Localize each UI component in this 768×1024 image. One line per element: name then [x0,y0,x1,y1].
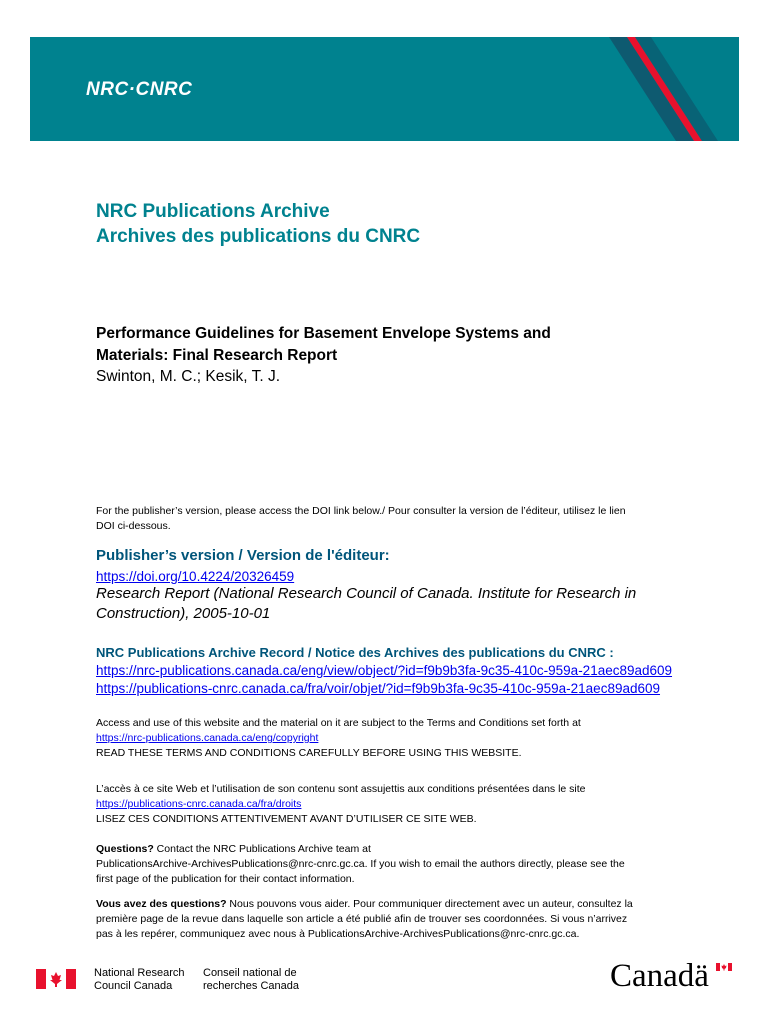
archive-title [96,199,420,249]
record-heading: NRC Publications Archive Record / Notice des Archives des publications du CNRC : [96,645,614,660]
footer-nrc-en [94,967,185,993]
paper-title-line2: Materials: Final Research Report [96,347,338,364]
terms-fr-link[interactable]: https://publications-cnrc.canada.ca/fra/droits [96,798,302,810]
terms-fr-line1: L’accès à ce site Web et l’utilisation de son contenu sont assujettis aux conditions présentées dans le site [96,783,586,795]
terms-en-link[interactable]: https://nrc-publications.canada.ca/eng/copyright [96,732,319,744]
questions-fr-line1: Nous pouvons vous aider. Pour communiquer directement avec un auteur, consultez la [226,898,633,910]
source-citation [96,584,686,624]
paper-title-line1: Performance Guidelines for Basement Envelope Systems and [96,325,551,342]
footer-en-line1: National Research [94,967,185,979]
questions-fr-label: Vous avez des questions? [96,898,227,910]
nrc-cnrc-logo: NRC·CNRC [86,79,193,100]
terms-fr [96,782,686,827]
paper-title [96,323,656,367]
source-line2: Construction), 2005-10-01 [96,605,271,622]
canada-flag-icon [36,969,76,989]
terms-fr-warning: LISEZ CES CONDITIONS ATTENTIVEMENT AVANT D’UTILISER CE SITE WEB. [96,813,477,825]
banner-stripes [539,37,739,141]
questions-en-label: Questions? [96,843,154,855]
questions-en [96,842,676,887]
footer-en-line2: Council Canada [94,980,173,992]
terms-en [96,716,686,761]
questions-en-line1: Contact the NRC Publications Archive team at [153,843,371,855]
archive-title-en: NRC Publications Archive [96,201,330,222]
questions-fr-line2: première page de la revue dans laquelle son article a été publié afin de trouver ses coordonnées. Si vous n’arrivez [96,913,628,925]
doi-notice-line1: For the publisher’s version, please access the DOI link below./ Pour consulter la version de l’éditeur, utilisez le lien [96,505,626,517]
footer-fr-line2: recherches Canada [203,980,300,992]
record-link-en[interactable]: https://nrc-publications.canada.ca/eng/view/object/?id=f9b9b3fa-9c35-410c-959a-21aec89ad609 [96,663,673,678]
header-banner [30,37,739,141]
terms-en-line1: Access and use of this website and the material on it are subject to the Terms and Conditions set forth at [96,717,581,729]
questions-fr [96,897,676,942]
questions-en-line3: first page of the publication for their contact information. [96,873,355,885]
doi-notice-line2: DOI ci-dessous. [96,520,171,532]
canada-wordmark: Canadä [610,958,709,994]
source-line1: Research Report (National Research Council of Canada. Institute for Research in [96,585,637,602]
questions-en-line2: PublicationsArchive-ArchivesPublications@nrc-cnrc.gc.ca. If you wish to email the authors directly, please see the [96,858,625,870]
footer-fr-line1: Conseil national de [203,967,297,979]
record-link-fr[interactable]: https://publications-cnrc.canada.ca/fra/voir/objet/?id=f9b9b3fa-9c35-410c-959a-21aec89ad609 [96,681,661,696]
archive-title-fr: Archives des publications du CNRC [96,226,421,247]
footer-nrc-fr [203,967,299,993]
paper-authors: Swinton, M. C.; Kesik, T. J. [96,368,281,385]
terms-en-warning: READ THESE TERMS AND CONDITIONS CAREFULLY BEFORE USING THIS WEBSITE. [96,747,522,759]
questions-fr-line3: pas à les repérer, communiquez avec nous à PublicationsArchive-ArchivesPublications@nrc-cnrc.gc.ca. [96,928,580,940]
wordmark-flag-icon [716,963,732,971]
doi-link[interactable]: https://doi.org/10.4224/20326459 [96,569,295,584]
doi-notice [96,504,676,534]
publisher-version-heading: Publisher’s version / Version de l'éditeur: [96,547,390,564]
